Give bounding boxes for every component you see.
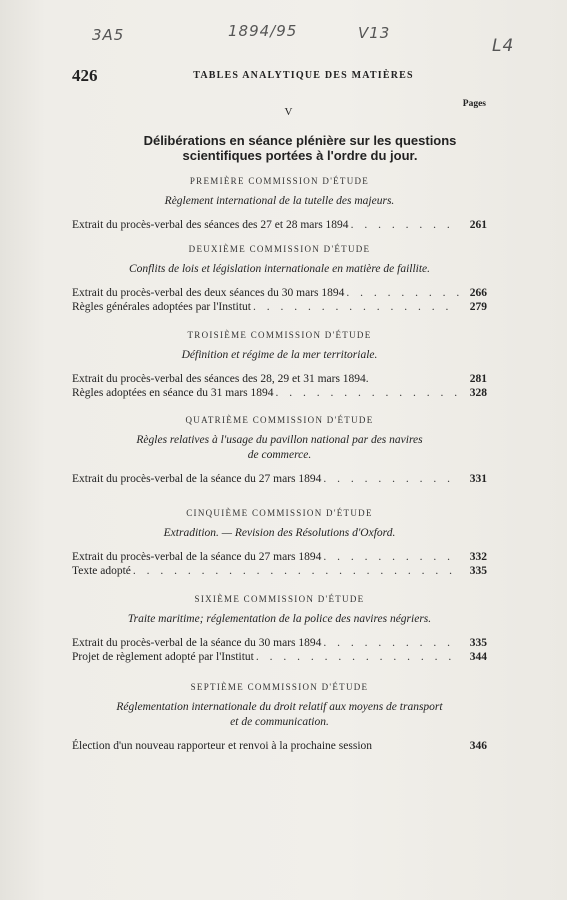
running-title: TABLES ANALYTIQUE DES MATIÈRES [193, 70, 414, 81]
commission-block-2 [72, 244, 487, 314]
toc-entry-page: 261 [469, 219, 487, 231]
section-numeral: V [284, 106, 293, 118]
commission-subject [72, 433, 487, 463]
toc-entry-page: 335 [469, 637, 487, 649]
toc-entry-page: 332 [469, 551, 487, 563]
toc-entry-page: 328 [469, 387, 487, 399]
commission-block-6 [72, 594, 487, 664]
page-number: 426 [72, 66, 98, 85]
commission-subject: Définition et régime de la mer territoriale. [181, 349, 378, 361]
leader-dots [346, 286, 459, 300]
toc-entry-text: Extrait du procès-verbal de la séance du 27 mars 1894 [72, 551, 322, 563]
toc-entry[interactable] [72, 550, 487, 564]
section-title [100, 133, 500, 163]
commission-subject: Traite maritime; réglementation de la police des navires négriers. [127, 613, 432, 625]
commission-heading: CINQUIÈME COMMISSION D'ÉTUDE [186, 508, 373, 518]
commission-heading: SEPTIÈME COMMISSION D'ÉTUDE [190, 682, 369, 692]
commission-block-7 [72, 682, 487, 753]
commission-subject: Conflits de lois et législation internationale en matière de faillite. [128, 263, 431, 275]
toc-entry[interactable] [72, 564, 487, 578]
leader-dots [323, 472, 459, 486]
leader-dots [133, 564, 459, 578]
toc-entry-text: Extrait du procès-verbal des deux séances du 30 mars 1894 [72, 287, 345, 299]
toc-entry-page: 281 [469, 373, 487, 385]
commission-subject-line: de commerce. [247, 449, 312, 461]
toc-entry-text: Élection d'un nouveau rapporteur et renvoi à la prochaine session [72, 740, 373, 752]
toc-entry-page: 344 [469, 651, 487, 663]
handwritten-note: 3A5 [92, 26, 125, 44]
toc-entry-text: Extrait du procès-verbal des séances des 27 et 28 mars 1894 [72, 219, 349, 231]
toc-entry-page: 331 [469, 473, 487, 485]
toc-entry-page: 266 [469, 287, 487, 299]
toc-entry-text: Extrait du procès-verbal des séances des 28, 29 et 31 mars 1894. [72, 373, 369, 385]
toc-entry-text: Règles adoptées en séance du 31 mars 1894 [72, 387, 274, 399]
leader-dots [323, 550, 459, 564]
toc-entry[interactable] [72, 218, 487, 232]
commission-subject-line: Réglementation internationale du droit relatif aux moyens de transport [116, 701, 443, 713]
toc-entry-text: Texte adopté [72, 565, 131, 577]
toc-entry[interactable] [72, 286, 487, 300]
leader-dots [253, 300, 459, 314]
commission-block-5 [72, 508, 487, 578]
leader-dots [276, 386, 459, 400]
toc-entry[interactable] [72, 386, 487, 400]
commission-block-3 [72, 330, 487, 400]
leader-dots [256, 650, 459, 664]
toc-entry[interactable] [72, 472, 487, 486]
pages-column-label: Pages [462, 99, 486, 109]
leader-dots [351, 218, 459, 232]
handwritten-note: V13 [358, 24, 391, 42]
toc-entry[interactable] [72, 636, 487, 650]
toc-entry[interactable] [72, 739, 487, 753]
toc-entry-page: 346 [469, 740, 487, 752]
toc-entry-text: Règles générales adoptées par l'Institut [72, 301, 251, 313]
commission-heading: DEUXIÈME COMMISSION D'ÉTUDE [188, 244, 371, 254]
toc-entry-text: Extrait du procès-verbal de la séance du 30 mars 1894 [72, 637, 322, 649]
commission-heading: TROISIÈME COMMISSION D'ÉTUDE [187, 330, 372, 340]
commission-heading: PREMIÈRE COMMISSION D'ÉTUDE [189, 176, 370, 186]
section-title-line: scientifiques portées à l'ordre du jour. [182, 148, 418, 163]
handwritten-note: L4 [492, 36, 515, 56]
commission-block-4 [72, 415, 487, 486]
commission-heading: SIXIÈME COMMISSION D'ÉTUDE [194, 594, 365, 604]
commission-subject [72, 700, 487, 730]
commission-heading: QUATRIÈME COMMISSION D'ÉTUDE [185, 415, 374, 425]
toc-entry-text: Projet de règlement adopté par l'Institut [72, 651, 254, 663]
handwritten-note: 1894/95 [228, 22, 298, 40]
toc-entry[interactable] [72, 372, 487, 386]
commission-block-1 [72, 176, 487, 232]
leader-dots [323, 636, 459, 650]
commission-subject-line: et de communication. [230, 716, 329, 728]
commission-subject: Extradition. — Revision des Résolutions d'Oxford. [163, 527, 396, 539]
commission-subject-line: Règles relatives à l'usage du pavillon national par des navires [136, 434, 423, 446]
toc-entry-page: 335 [469, 565, 487, 577]
toc-entry[interactable] [72, 300, 487, 314]
toc-entry[interactable] [72, 650, 487, 664]
toc-entry-page: 279 [469, 301, 487, 313]
section-title-line: Délibérations en séance plénière sur les questions [143, 133, 457, 148]
commission-subject: Règlement international de la tutelle des majeurs. [164, 195, 395, 207]
toc-entry-text: Extrait du procès-verbal de la séance du 27 mars 1894 [72, 473, 322, 485]
